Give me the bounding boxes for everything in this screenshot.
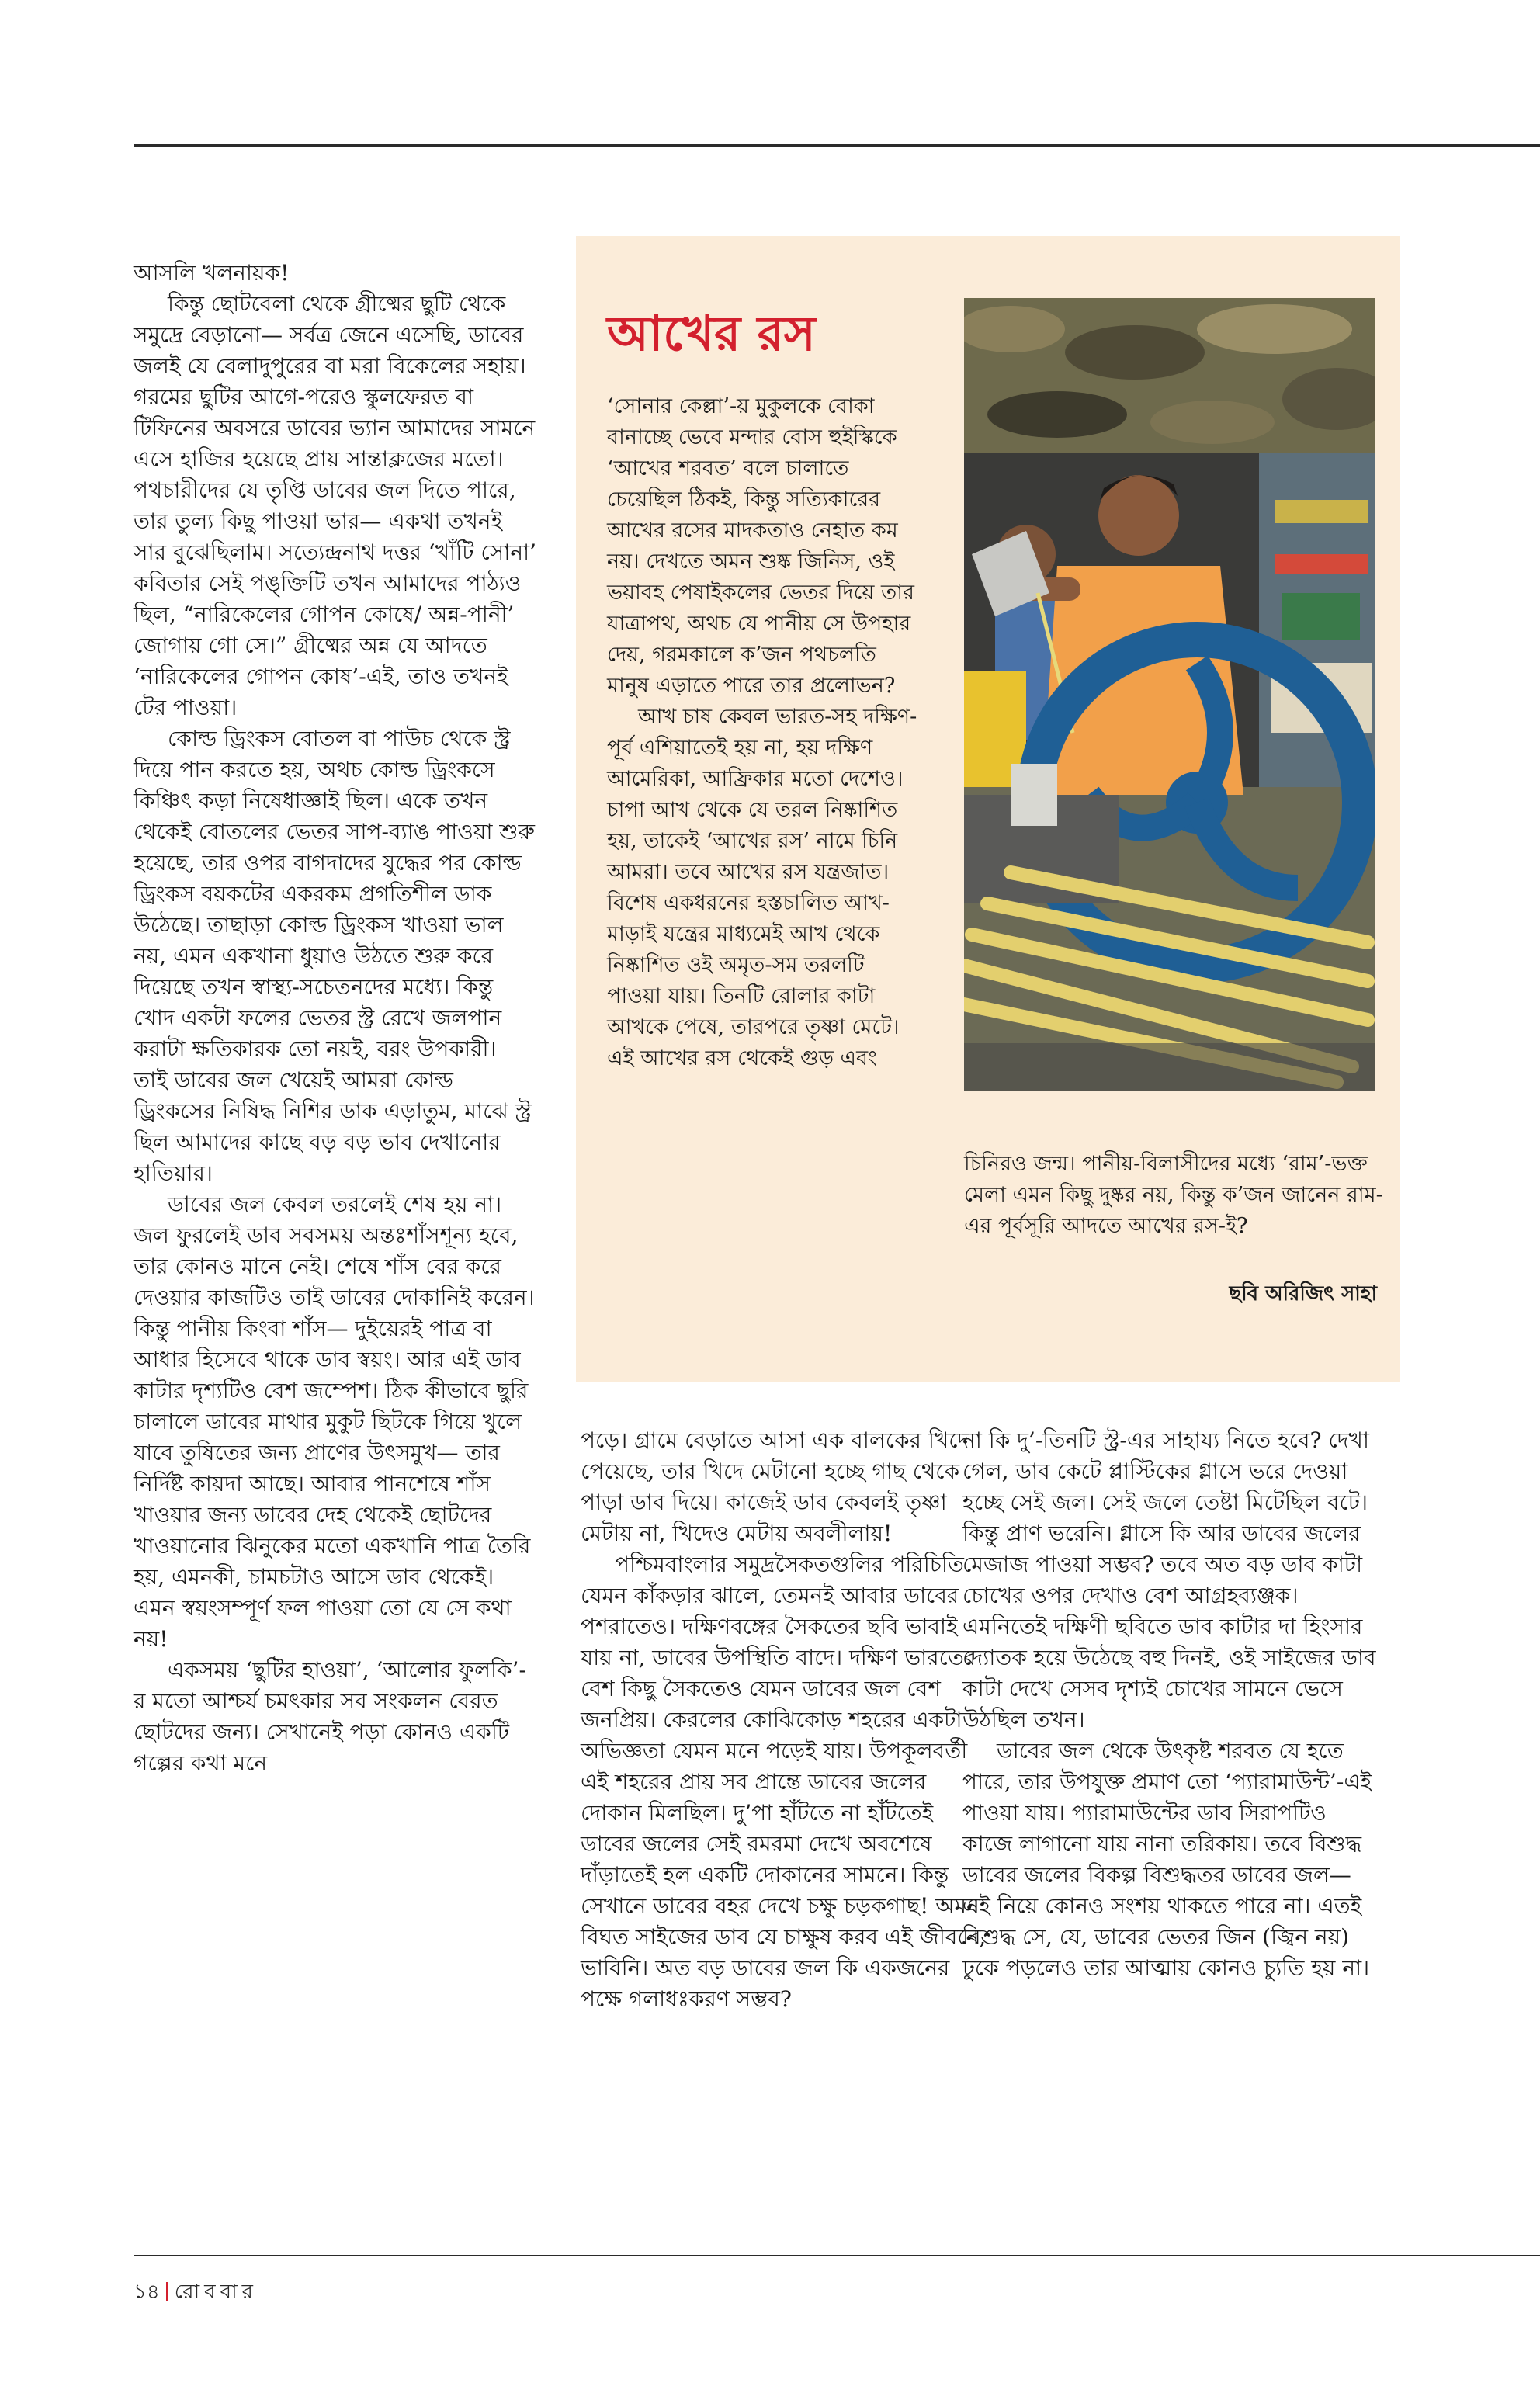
paragraph: আখ চাষ কেবল ভারত-সহ দক্ষিণ-পূর্ব এশিয়াতেই হয় না, হয় দক্ষিণ আমেরিকা, আফ্রিকার মতো দেশেও। চাপা আখ থেকে যে তরল নিষ্কাশিত হয়, তাকেই ‘আখের রস’ নামে চিনি আমরা। তবে আখের রস যন্ত্রজাত। বিশেষ একধরনের হস্তচালিত আখ-মাড়াই যন্ত্রের মাধ্যমেই আখ থেকে নিষ্কাশিত ওই অমৃত-সম তরলটি পাওয়া যায়। তিনটি রোলার কাটা আখকে পেষে, তারপরে তৃষ্ণা মেটে। এই আখের রস থেকেই গুড় এবং xyxy=(607,705,917,1070)
article-column-2 xyxy=(581,1425,992,2015)
paragraph: এমন স্বয়ংসম্পূর্ণ ফল পাওয়া তো যে সে কথা নয়! xyxy=(134,1595,512,1652)
paragraph: পড়ে। গ্রামে বেড়াতে আসা এক বালকের খিদে পেয়েছে, তার খিদে মেটানো হচ্ছে গাছ থেকে পাড়া ডাব দিয়ে। কাজেই ডাব কেবলই তৃষ্ণা মেটায় না, খিদেও মেটায় অবলীলায়! xyxy=(581,1427,969,1546)
photo-credit: ছবি অরিজিৎ সাহা xyxy=(1229,1282,1377,1306)
paragraph: একসময় ‘ছুটির হাওয়া’, ‘আলোর ফুলকি’-র মতো আশ্চর্য চমৎকার সব সংকলন বেরত ছোটদের জন্য। সেখানেই পড়া কোনও একটি গল্পের কথা মনে xyxy=(134,1657,526,1776)
paragraph: ডাবের জল কেবল তরলেই শেষ হয় না। জল ফুরলেই ডাব সবসময় অন্তঃশাঁসশূন্য হবে, তার কোনও মানে নেই। শেষে শাঁস বের করে দেওয়ার কাজটিও তাই ডাবের দোকানিই করেন। কিন্তু পানীয় কিংবা শাঁস— দুইয়েরই পাত্র বা আধার হিসেবে থাকে ডাব স্বয়ং। আর এই ডাব কাটার দৃশ্যটিও বেশ জম্পেশ। ঠিক কীভাবে ছুরি চালালে ডাবের মাথার মুকুট ছিটকে গিয়ে খুলে যাবে তুষিতের জন্য প্রাণের উৎসমুখ— তার নির্দিষ্ট কায়দা আছে। আবার পানশেষে শাঁস খাওয়ার জন্য ডাবের দেহ থেকেই ছোটদের খাওয়ানোর ঝিনুকের মতো একখানি পাত্র তৈরি হয়, এমনকী, চামচটাও আসে ডাব থেকেই। xyxy=(134,1191,535,1590)
paragraph: ডাবের জল থেকে উৎকৃষ্ট শরবত যে হতে পারে, তার উপযুক্ত প্রমাণ তো ‘প্যারামাউন্ট’-এই পাওয়া যায়। প্যারামাউন্টের ডাব সিরাপটিও কাজে লাগানো যায় নানা তরিকায়। তবে বিশুদ্ধ ডাবের জলের বিকল্প বিশুদ্ধতর ডাবের জল— এই নিয়ে কোনও সংশয় থাকতে পারে না। এতই বিশুদ্ধ সে, যে, ডাবের ভেতর জিন (জ্বিন নয়) ঢুকে পড়লেও তার আত্মায় কোনও চ্যুতি হয় না। xyxy=(962,1738,1372,1981)
sidebar-tail-paragraph: চিনিরও জন্ম। পানীয়-বিলাসীদের মধ্যে ‘রাম’-ভক্ত মেলা এমন কিছু দুষ্কর নয়, কিন্তু ক’জন জানেন রাম-এর পূর্বসূরি আদতে আখের রস-ই? xyxy=(964,1152,1383,1238)
magazine-name: রোববার xyxy=(174,2280,258,2304)
sidebar-title: আখের রস xyxy=(607,305,816,362)
header-rule xyxy=(134,144,1540,147)
footer-rule xyxy=(134,2255,1540,2256)
footer-divider xyxy=(166,2282,168,2301)
sidebar-continuation xyxy=(964,1149,1383,1242)
article-column-3 xyxy=(962,1425,1382,1984)
article-column-1 xyxy=(134,258,537,1779)
paragraph: ‘সোনার কেল্লা’-য় মুকুলকে বোকা বানাচ্ছে ভেবে মন্দার বোস হুইস্কিকে ‘আখের শরবত’ বলে চালাতে চেয়েছিল ঠিকই, কিন্তু সত্যিকারের আখের রসের মাদকতাও নেহাত কম নয়। দেখতে অমন শুষ্ক জিনিস, ওই ভয়াবহ পেষাইকলের ভেতর দিয়ে তার যাত্রাপথ, অথচ যে পানীয় সে উপহার দেয়, গরমকালে ক’জন পথচলতি মানুষ এড়াতে পারে তার প্রলোভন? xyxy=(607,394,914,698)
sidebar-body xyxy=(607,391,917,1074)
page-footer xyxy=(134,2276,258,2310)
paragraph: কোল্ড ড্রিংকস বোতল বা পাউচ থেকে স্ট্র দিয়ে পান করতে হয়, অথচ কোল্ড ড্রিংকসে কিঞ্চিৎ কড়া নিষেধাজ্ঞাই ছিল। একে তখন থেকেই বোতলের ভেতর সাপ-ব্যাঙ পাওয়া শুরু হয়েছে, তার ওপর বাগদাদের যুদ্ধের পর কোল্ড ড্রিংকস বয়কটের একরকম প্রগতিশীল ডাক উঠেছে। তাছাড়া কোল্ড ড্রিংকস খাওয়া ভাল নয়, এমন একখানা ধুয়াও উঠতে শুরু করে দিয়েছে তখন স্বাস্থ্য-সচেতনদের মধ্যে। কিন্তু খোদ একটা ফলের ভেতর স্ট্র রেখে জলপান করাটা ক্ষতিকারক তো নয়ই, বরং উপকারী। তাই ডাবের জল খেয়েই আমরা কোল্ড ড্রিংকসের নিষিদ্ধ নিশির ডাক এড়াতুম, মাঝে স্ট্র ছিল আমাদের কাছে বড় বড় ভাব দেখানোর হাতিয়ার। xyxy=(134,726,535,1186)
photo-illustration xyxy=(964,298,1375,1091)
paragraph: না কি দু’-তিনটি স্ট্র-এর সাহায্য নিতে হবে? দেখা গেল, ডাব কেটে প্লাস্টিকের গ্লাসে ভরে দেওয়া হচ্ছে সেই জল। সেই জলে তেষ্টা মিটেছিল বটে। কিন্তু প্রাণ ভরেনি। গ্লাসে কি আর ডাবের জলের মেজাজ পাওয়া সম্ভব? তবে অত বড় ডাব কাটা চোখের ওপর দেখাও বেশ আগ্রহব্যঞ্জক। এমনিতেই দক্ষিণী ছবিতে ডাব কাটার দা হিংসার দ্যোতক হয়ে উঠেছে বহু দিনই, ওই সাইজের ডাব কাটা দেখে সেসব দৃশ্যই চোখের সামনে ভেসে উঠছিল তখন। xyxy=(962,1427,1376,1732)
sugarcane-juice-photo xyxy=(964,298,1375,1091)
page-number: ১৪ xyxy=(134,2280,160,2304)
paragraph: আসলি খলনায়ক! xyxy=(134,260,290,286)
paragraph: কিন্তু ছোটবেলা থেকে গ্রীষ্মের ছুটি থেকে সমুদ্রে বেড়ানো— সর্বত্র জেনে এসেছি, ডাবের জলই যে বেলাদুপুরের বা মরা বিকেলের সহায়। গরমের ছুটির আগে-পরেও স্কুলফেরত বা টিফিনের অবসরে ডাবের ভ্যান আমাদের সামনে এসে হাজির হয়েছে প্রায় সান্তাক্লজের মতো। পথচারীদের যে তৃপ্তি ডাবের জল দিতে পারে, তার তুল্য কিছু পাওয়া ভার— একথা তখনই সার বুঝেছিলাম। সত্যেন্দ্রনাথ দত্তর ‘খাঁটি সোনা’ কবিতার সেই পঙ্‌ক্তিটি তখন আমাদের পাঠ্যও ছিল, “নারিকেলের গোপন কোষে/ অন্ন-পানী’ জোগায় গো সে।” গ্রীষ্মের অন্ন যে আদতে ‘নারিকেলের গোপন কোষ’-এই, তাও তখনই টের পাওয়া। xyxy=(134,291,537,720)
sidebar-box xyxy=(576,236,1400,1382)
paragraph: পশ্চিমবাংলার সমুদ্রসৈকতগুলির পরিচিতি যেমন কাঁকড়ার ঝালে, তেমনই আবার ডাবের পশরাতেও। দক্ষিণবঙ্গের সৈকতের ছবি ভাবাই যায় না, ডাবের উপস্থিতি বাদে। দক্ষিণ ভারতের বেশ কিছু সৈকতেও যেমন ডাবের জল বেশ জনপ্রিয়। কেরলের কোঝিকোড় শহরের একটা অভিজ্ঞতা যেমন মনে পড়েই যায়। উপকূলবর্তী এই শহরের প্রায় সব প্রান্তে ডাবের জলের দোকান মিলছিল। দু’পা হাঁটতে না হাঁটতেই ডাবের জলের সেই রমরমা দেখে অবশেষে দাঁড়াতেই হল একটি দোকানের সামনে। কিন্তু সেখানে ডাবের বহর দেখে চক্ষু চড়কগাছ! অমন বিঘত সাইজের ডাব যে চাক্ষুষ করব এই জীবনে, ভাবিনি। অত বড় ডাবের জল কি একজনের পক্ষে গলাধঃকরণ সম্ভব? xyxy=(581,1552,987,2012)
